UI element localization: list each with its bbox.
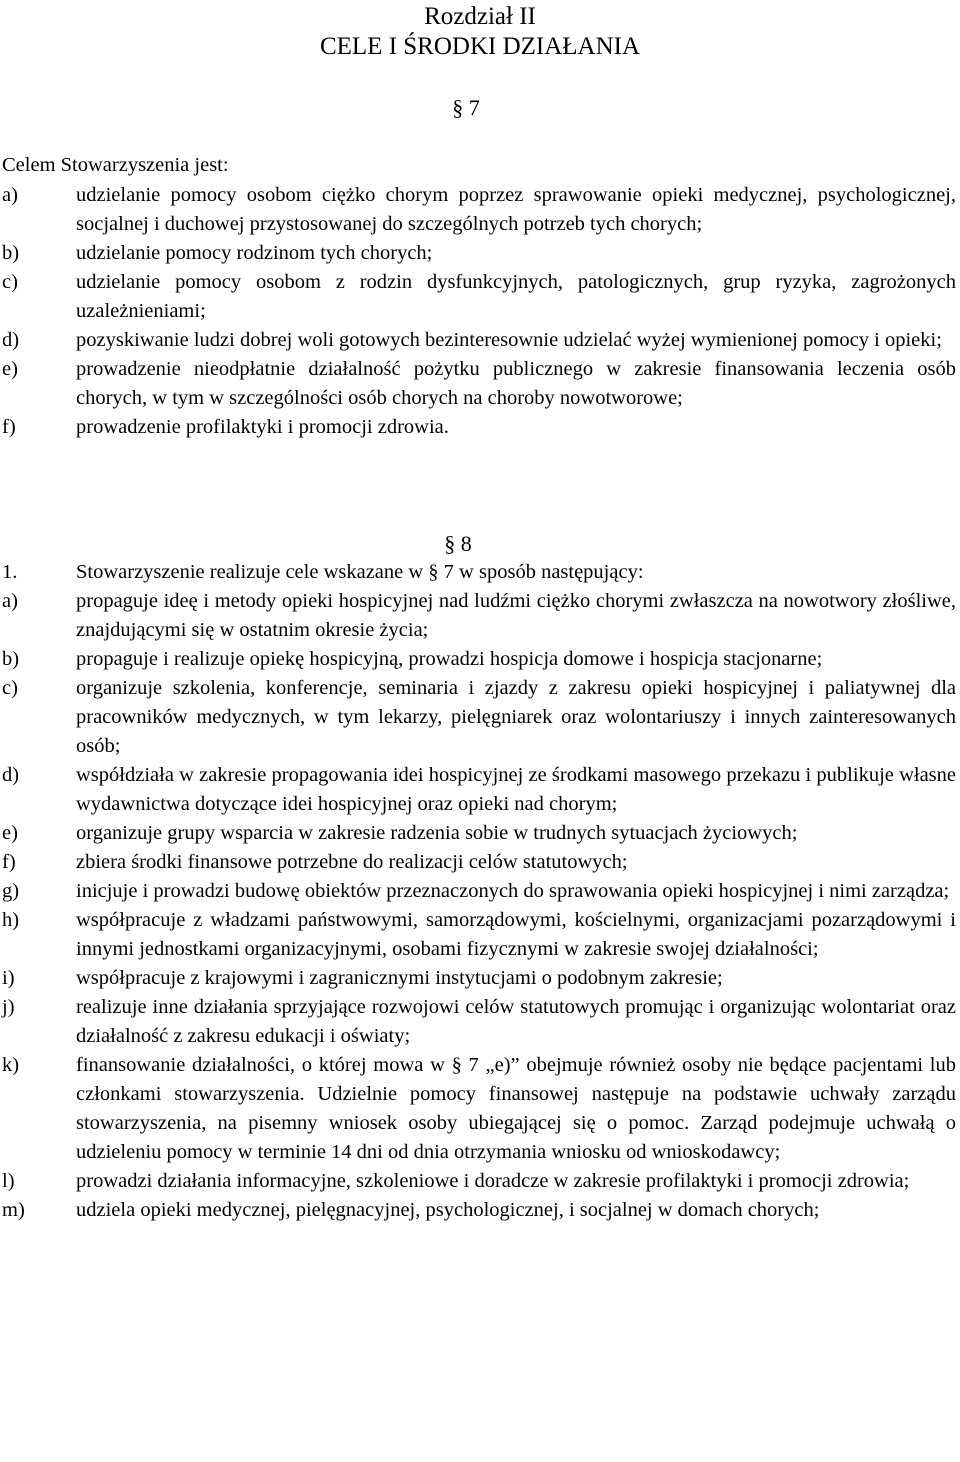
list-item-text: prowadzenie nieodpłatnie działalność pożytku publicznego w zakresie finansowania leczenia osób chorych, w tym w szczególności osób chorych na choroby nowotworowe;	[76, 358, 956, 409]
list-item	[0, 848, 960, 877]
list-item	[0, 268, 960, 326]
chapter-title: CELE I ŚRODKI DZIAŁANIA	[319, 33, 641, 60]
list-item-text: prowadzenie profilaktyki i promocji zdrowia.	[76, 416, 449, 438]
list-marker: c)	[2, 677, 18, 699]
list-item	[0, 1196, 960, 1225]
list-marker: e)	[2, 822, 18, 844]
list-marker: h)	[2, 909, 20, 931]
list-marker: f)	[2, 851, 16, 873]
list-item-text: udziela opieki medycznej, pielęgnacyjnej, psychologicznej, i socjalnej w domach chorych;	[76, 1199, 820, 1221]
list-item-text: propaguje ideę i metody opieki hospicyjnej nad ludźmi ciężko chorymi zwłaszcza na nowotwory złośliwe, znajdującymi się w ostatnim okresie życia;	[76, 590, 956, 641]
section-8-heading: § 8	[444, 531, 472, 556]
list-marker: l)	[2, 1170, 15, 1192]
list-marker: d)	[2, 764, 20, 786]
section-7-intro: Celem Stowarzyszenia jest:	[2, 154, 229, 176]
list-marker: d)	[2, 329, 20, 351]
list-item	[0, 964, 960, 993]
list-marker: a)	[2, 590, 18, 612]
list-marker: c)	[2, 271, 18, 293]
list-item	[0, 674, 960, 761]
list-item-text: finansowanie działalności, o której mowa w § 7 „e)” obejmuje również osoby nie będące pacjentami lub członkami stowarzyszenia. Udzielnie pomocy finansowej następuje na podstawie uchwały zarządu stowarzyszenia, na pisemny wniosek osoby ubiegającej się o pomoc. Zarząd podejmuje uchwałą o udzieleniu pomocy w terminie 14 dni od dnia otrzymania wniosku od wnioskodawcy;	[76, 1054, 956, 1163]
list-item	[0, 239, 960, 268]
list-item	[0, 877, 960, 906]
list-item-text: udzielanie pomocy osobom ciężko chorym poprzez sprawowanie opieki medycznej, psychologicznej, socjalnej i duchowej przystosowanej do szczególnych potrzeb tych chorych;	[76, 184, 956, 235]
section-7-heading: § 7	[452, 95, 480, 120]
chapter-number: Rozdział II	[424, 3, 536, 30]
list-item	[0, 355, 960, 413]
list-item-text: udzielanie pomocy rodzinom tych chorych;	[76, 242, 433, 264]
list-item-text: Stowarzyszenie realizuje cele wskazane w § 7 w sposób następujący:	[76, 561, 644, 583]
list-item	[0, 906, 960, 964]
list-item-text: współdziała w zakresie propagowania idei hospicyjnej ze środkami masowego przekazu i publikuje własne wydawnictwa dotyczące idei hospicyjnej oraz opieki nad chorym;	[76, 764, 956, 815]
list-item	[0, 326, 960, 355]
list-marker: e)	[2, 358, 18, 380]
list-item-text: pozyskiwanie ludzi dobrej woli gotowych bezinteresownie udzielać wyżej wymienionej pomocy i opieki;	[76, 329, 942, 351]
section-8-list	[0, 558, 960, 1225]
list-item-text: zbiera środki finansowe potrzebne do realizacji celów statutowych;	[76, 851, 628, 873]
list-item	[0, 819, 960, 848]
list-item	[0, 993, 960, 1051]
list-marker: 1.	[2, 561, 18, 583]
list-item	[0, 761, 960, 819]
list-item	[0, 1051, 960, 1167]
list-item-text: realizuje inne działania sprzyjające rozwojowi celów statutowych promując i organizując wolontariat oraz działalność z zakresu edukacji i oświaty;	[76, 996, 956, 1047]
list-marker: m)	[2, 1199, 25, 1221]
list-item-text: prowadzi działania informacyjne, szkoleniowe i doradcze w zakresie profilaktyki i promocji zdrowia;	[76, 1170, 910, 1192]
list-item-text: współpracuje z władzami państwowymi, samorządowymi, kościelnymi, organizacjami pozarządowymi i innymi jednostkami organizacyjnymi, osobami fizycznymi w zakresie swojej działalności;	[76, 909, 956, 960]
list-marker: b)	[2, 648, 20, 670]
list-item-text: organizuje szkolenia, konferencje, seminaria i zjazdy z zakresu opieki hospicyjnej i paliatywnej dla pracowników medycznych, w tym lekarzy, pielęgniarek oraz wolontariuszy i innych zainteresowanych osób;	[76, 677, 956, 757]
list-item-text: organizuje grupy wsparcia w zakresie radzenia sobie w trudnych sytuacjach życiowych;	[76, 822, 798, 844]
list-item	[0, 413, 960, 442]
list-marker: k)	[2, 1054, 20, 1076]
list-item-text: inicjuje i prowadzi budowę obiektów przeznaczonych do sprawowania opieki hospicyjnej i nimi zarządza;	[76, 880, 950, 902]
list-marker: i)	[2, 967, 15, 989]
list-item-text: współpracuje z krajowymi i zagranicznymi instytucjami o podobnym zakresie;	[76, 967, 723, 989]
list-marker: f)	[2, 416, 16, 438]
section-7-list	[0, 181, 960, 442]
list-marker: g)	[2, 880, 20, 902]
list-item	[0, 645, 960, 674]
list-marker: a)	[2, 184, 18, 206]
list-marker: b)	[2, 242, 20, 264]
list-item	[0, 587, 960, 645]
list-item-text: udzielanie pomocy osobom z rodzin dysfunkcyjnych, patologicznych, grup ryzyka, zagrożonych uzależnieniami;	[76, 271, 956, 322]
list-marker: j)	[2, 996, 15, 1018]
list-item	[0, 1167, 960, 1196]
list-item	[0, 558, 960, 587]
list-item	[0, 181, 960, 239]
list-item-text: propaguje i realizuje opiekę hospicyjną, prowadzi hospicja domowe i hospicja stacjonarne;	[76, 648, 823, 670]
